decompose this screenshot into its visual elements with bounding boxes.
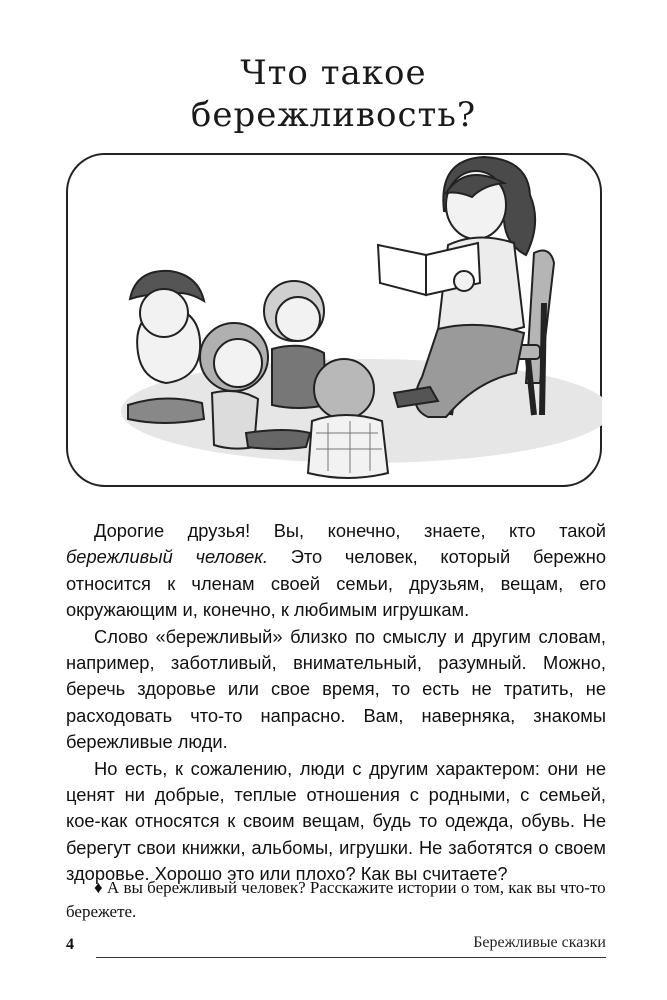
paragraph-1-italic: бережливый человек. xyxy=(66,546,269,568)
page-number: 4 xyxy=(66,936,74,953)
paragraph-1 xyxy=(66,518,606,624)
paragraph-1-start: Дорогие друзья! Вы, конечно, знаете, кто такой xyxy=(94,520,606,541)
running-footer-title: Бережливые сказки xyxy=(473,934,606,951)
page-title xyxy=(0,52,667,136)
footer-rule xyxy=(96,957,606,958)
title-line-2: бережливость? xyxy=(190,95,477,135)
question-prompt: ♦ А вы бережливый человек? Расскажите истории о том, как вы что-то бережете. xyxy=(66,878,606,921)
paragraph-1-end: Это человек, который бережно относится к членам своей семьи, друзьям, вещам, его окружающим и, конечно, к любимым игрушкам. xyxy=(66,546,606,621)
title-line-1: Что такое xyxy=(240,53,427,93)
paragraph-2: Слово «бережливый» близко по смыслу и другим словам, например, заботливый, внимательный, разумный. Можно, беречь здоровье или свое время, то есть не тратить, не расходовать что-то напрасно. Вам, наверняка, знакомы бережливые люди. xyxy=(66,625,606,753)
body-text xyxy=(66,518,606,888)
teacher-reading-illustration xyxy=(66,153,602,487)
paragraph-3: Но есть, к сожалению, люди с другим характером: они не ценят ни добрые, теплые отношения с родными, с семьей, кое-как относятся к своим вещам, будь то одежда, обувь. Не берегут свои книжки, альбомы, игрушки. Не заботятся о своем здоровье. Хорошо это или плохо? Как вы считаете? xyxy=(66,757,606,885)
